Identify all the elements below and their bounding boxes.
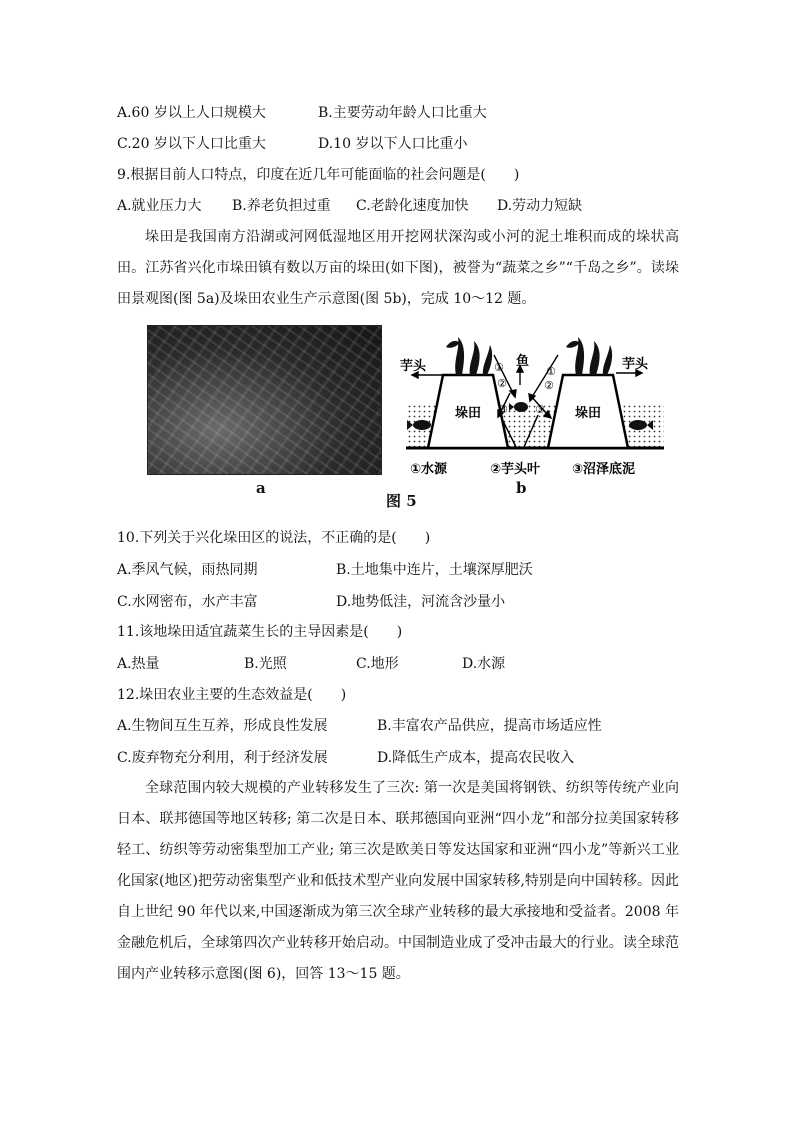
q12-option-d: D.降低生产成本，提高农民收入 xyxy=(377,750,575,766)
mark-2-right: ② xyxy=(544,379,554,392)
q9-option-d: D.劳动力短缺 xyxy=(497,198,583,214)
q10-option-d: D.地势低洼，河流含沙量小 xyxy=(336,594,506,610)
mark-1-left: ① xyxy=(494,361,504,374)
q11-option-d: D.水源 xyxy=(462,656,506,672)
mark-2-left: ② xyxy=(497,377,507,390)
q10-option-b: B.土地集中连片，土壤深厚肥沃 xyxy=(336,562,533,578)
q12-option-a: A.生物间互生互养，形成良性发展 xyxy=(117,718,328,734)
q8-option-b: B.主要劳动年龄人口比重大 xyxy=(318,105,487,121)
q11-option-b: B.光照 xyxy=(244,656,287,672)
figure-5a-label: a xyxy=(256,479,266,497)
q10-option-c: C.水网密布，水产丰富 xyxy=(117,594,258,610)
q10-stem: 10.下列关于兴化垛田区的说法，不正确的是( ) xyxy=(117,530,431,546)
q12-stem: 12.垛田农业主要的生态效益是( ) xyxy=(117,687,347,703)
figure-5b-label: b xyxy=(516,479,527,497)
q9-option-b: B.养老负担过重 xyxy=(232,198,331,214)
q8-option-a: A.60 岁以上人口规模大 xyxy=(117,105,266,121)
label-field-left: 垛田 xyxy=(455,406,482,421)
q10-option-a: A.季风气候，雨热同期 xyxy=(117,562,258,578)
legend-taro-leaf: ②芋头叶 xyxy=(490,462,541,477)
legend-water: ①水源 xyxy=(410,462,448,477)
label-fish: 鱼 xyxy=(516,354,530,369)
figure-5-title: 图 5 xyxy=(386,492,417,510)
passage-duotian: 垛田是我国南方沿湖或河网低湿地区用开挖网状深沟或小河的泥土堆积而成的垛状高田。江苏省兴化市垛田镇有数以万亩的垛田(如下图)，被誉为“蔬菜之乡”“千岛之乡”。读垛田景观图(图 5a)及垛田农业生产示意图(图 5b)，完成 10～12 题。 xyxy=(117,229,679,307)
q11-option-a: A.热量 xyxy=(117,656,160,672)
mark-1-right: ① xyxy=(546,365,556,378)
q9-option-a: A.就业压力大 xyxy=(117,198,202,214)
q11-option-c: C.地形 xyxy=(356,656,399,672)
q9-option-c: C.老龄化速度加快 xyxy=(356,198,469,214)
passage-industry-transfer: 全球范围内较大规模的产业转移发生了三次: 第一次是美国将钢铁、纺织等传统产业向日本、联邦德国等地区转移; 第二次是日本、联邦德国向亚洲“四小龙”和部分拉美国家转移轻工、纺织等劳动密集型加工产业; 第三次是欧美日等发达国家和亚洲“四小龙”等新兴工业化国家(地区)把劳动密集型产业和低技术型产业向发展中国家转移,特别是向中国转移。因此自上世纪 90 年代以来,中国逐渐成为第三次全球产业转移的最大承接地和受益者。2008 年金融危机后，全球第四次产业转移开始启动。中国制造业成了受冲击最大的行业。读全球范围内产业转移示意图(图 6)，回答 13～15 题。 xyxy=(117,780,679,982)
q9-stem: 9.根据目前人口特点，印度在近几年可能面临的社会问题是( ) xyxy=(117,167,520,183)
mark-3-left: ③ xyxy=(498,403,508,416)
label-taro-left: 芋头 xyxy=(400,359,427,374)
q8-option-d: D.10 岁以下人口比重小 xyxy=(318,136,468,152)
legend-swamp-mud: ③沼泽底泥 xyxy=(572,462,636,477)
taro-plant-right xyxy=(566,337,612,375)
figure-5a-photo xyxy=(147,325,382,475)
q8-option-c: C.20 岁以下人口比重大 xyxy=(117,136,266,152)
q11-stem: 11.该地垛田适宜蔬菜生长的主导因素是( ) xyxy=(117,624,403,640)
mark-3-right: ③ xyxy=(535,403,545,416)
taro-plant-left xyxy=(446,337,492,375)
q12-option-c: C.废弃物充分利用，利于经济发展 xyxy=(117,750,328,766)
q12-option-b: B.丰富农产品供应，提高市场适应性 xyxy=(377,718,602,734)
figure-5b-diagram xyxy=(398,325,668,495)
label-field-right: 垛田 xyxy=(575,406,602,421)
label-taro-right: 芋头 xyxy=(622,357,649,372)
